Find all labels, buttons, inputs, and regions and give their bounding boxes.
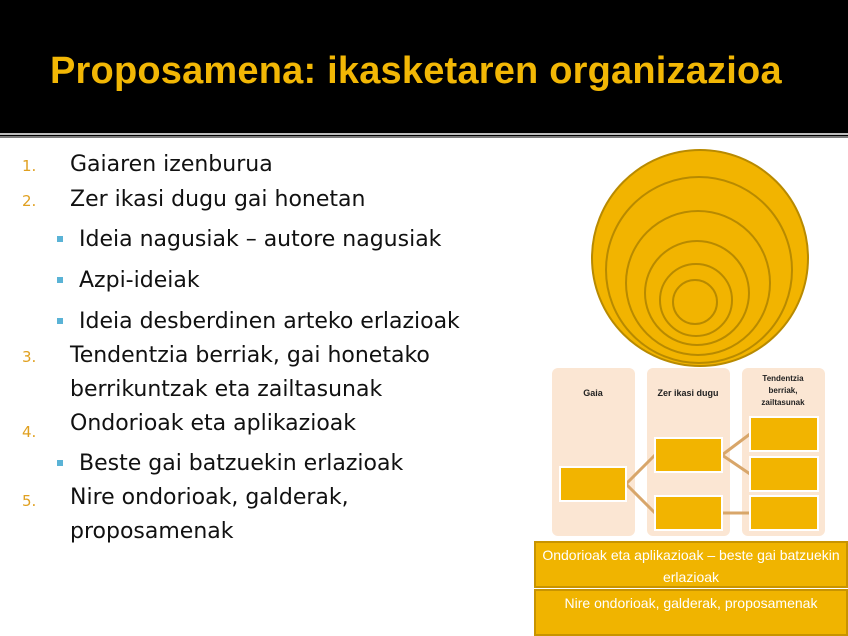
column-header: Zer ikasi dugu bbox=[657, 388, 719, 398]
column-header: Gaia bbox=[583, 388, 603, 398]
list-subitem: Ideia desberdinen arteko erlazioak bbox=[79, 309, 460, 334]
list-number: 3. bbox=[22, 348, 37, 366]
list-number: 4. bbox=[22, 423, 37, 441]
list-number: 2. bbox=[22, 192, 37, 210]
slide-title: Proposamena: ikasketaren organizazioa bbox=[50, 50, 782, 92]
bullet-icon bbox=[57, 460, 63, 466]
list-subitem: Ideia nagusiak – autore nagusiak bbox=[79, 227, 442, 252]
list-item-continuation: berrikuntzak eta zailtasunak bbox=[70, 377, 383, 402]
list-subitem: Beste gai batzuekin erlazioak bbox=[79, 451, 404, 476]
title-bar bbox=[0, 0, 848, 133]
node-box bbox=[560, 467, 626, 501]
conclusions-box bbox=[534, 541, 848, 588]
column-header-line: Tendentzia bbox=[762, 374, 804, 383]
list-number: 1. bbox=[22, 157, 37, 175]
list-subitem: Azpi-ideiak bbox=[79, 268, 200, 293]
list-item: Ondorioak eta aplikazioak bbox=[70, 411, 356, 436]
conclusions-label: Ondorioak eta aplikazioak – beste gai batzuekin erlazioak bbox=[542, 547, 840, 585]
node-box bbox=[655, 496, 722, 530]
list-item: Tendentzia berriak, gai honetako bbox=[70, 343, 430, 368]
node-box bbox=[750, 496, 818, 530]
bullet-icon bbox=[57, 277, 63, 283]
own-conclusions-label: Nire ondorioak, galderak, proposamenak bbox=[564, 595, 818, 611]
divider bbox=[0, 133, 848, 135]
concentric-circles bbox=[592, 150, 808, 366]
node-box bbox=[655, 438, 722, 472]
node-box bbox=[750, 457, 818, 491]
column-header-line: zailtasunak bbox=[761, 398, 805, 407]
list-item-continuation: proposamenak bbox=[70, 519, 234, 544]
bullet-icon bbox=[57, 318, 63, 324]
node-box bbox=[750, 417, 818, 451]
list-item: Zer ikasi dugu gai honetan bbox=[70, 187, 366, 212]
column-header-line: berriak, bbox=[768, 386, 798, 395]
list-number: 5. bbox=[22, 492, 37, 510]
list-item: Gaiaren izenburua bbox=[70, 152, 273, 177]
list-item: Nire ondorioak, galderak, bbox=[70, 485, 349, 510]
own-conclusions-box bbox=[534, 589, 848, 636]
bullet-icon bbox=[57, 236, 63, 242]
